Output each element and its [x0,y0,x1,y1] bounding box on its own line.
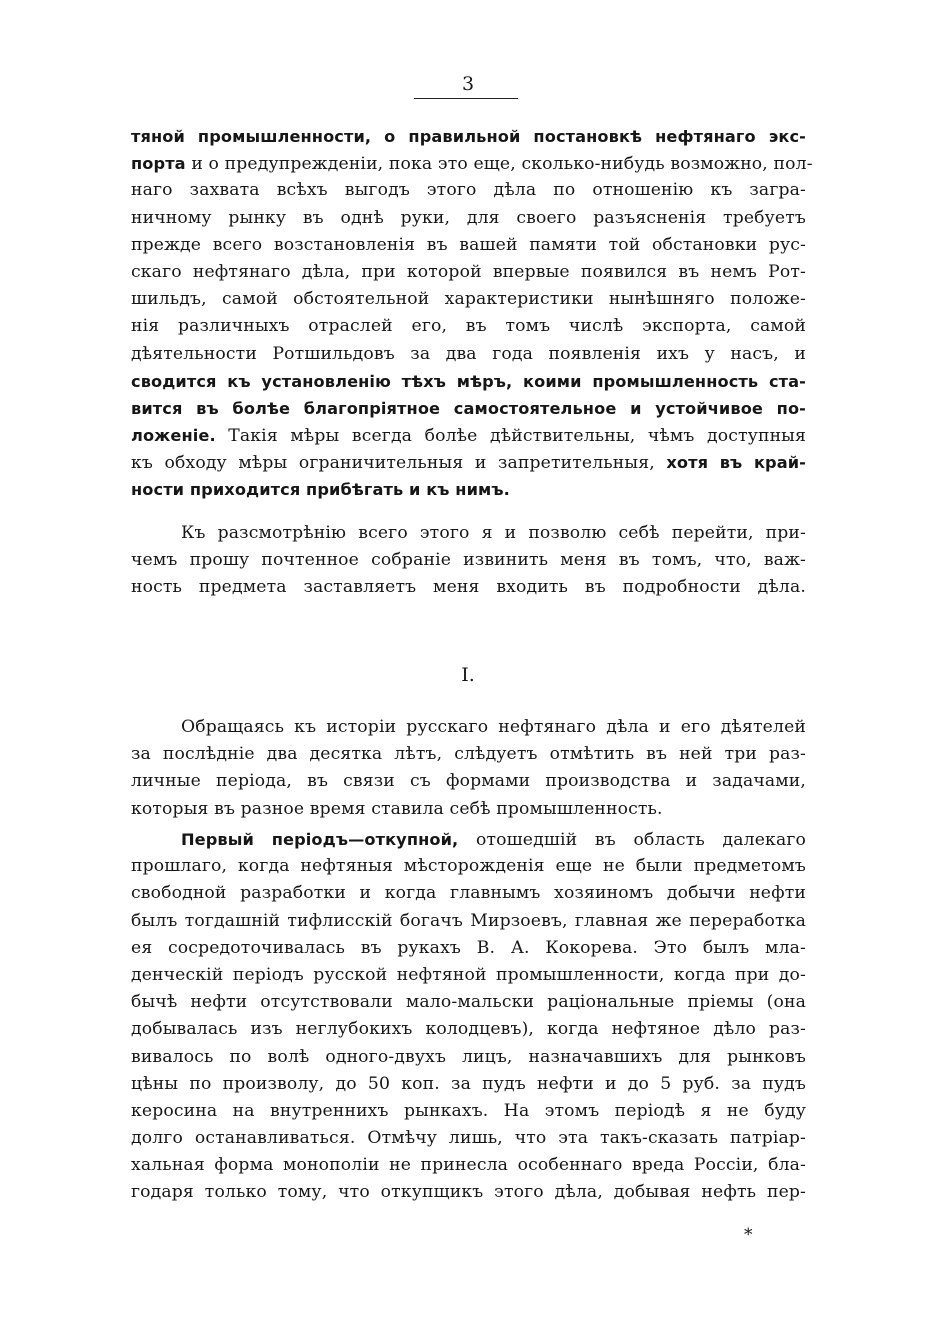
text-line: чемъ прошу почтенное собраніе извинить меня въ томъ, что, важ- [131,550,806,571]
text-line [131,368,806,395]
page-number: 3 [461,73,475,95]
bold-text: сводится къ установленію тѣхъ мѣръ, коими промышленность ста- [131,371,806,391]
text-line: скаго нефтянаго дѣла, при которой впервые появился въ немъ Рот- [131,261,806,282]
section-heading: I. [461,664,475,686]
text: къ обходу мѣры ограничительныя и запретительныя, [131,453,655,474]
text-line: денческій періодъ русской нефтяной промышленности, когда при до- [131,964,806,985]
text-line: наго захвата всѣхъ выгодъ этого дѣла по отношенію къ загра- [131,180,806,201]
text-line: долго останавливаться. Отмѣчу лишь, что эта такъ-сказать патріар- [131,1128,806,1149]
bold-text: вится въ болѣе благопріятное самостоятельное и устойчивое по- [131,398,806,418]
text-line: былъ тогдашній тифлисскій богачъ Мирзоевъ, главная же переработка [131,910,806,931]
text-line: годаря только тому, что откупщикъ этого дѣла, добывая нефть пер- [131,1182,806,1203]
text-line [131,395,806,422]
text: Такія мѣры всегда болѣе дѣйствительны, чѣмъ доступныя [228,426,806,447]
text-line: за послѣдніе два десятка лѣтъ, слѣдуетъ отмѣтить въ ней три раз- [131,744,806,765]
text-line: цѣны по произволу, до 50 коп. за пудъ нефти и до 5 руб. за пудъ [131,1073,806,1094]
text-line: Къ разсмотрѣнію всего этого я и позволю себѣ перейти, при- [181,523,806,543]
text-line: ничному рынку въ однѣ руки, для своего разъясненія требуетъ [131,207,806,228]
text-line: прежде всего возстановленія въ вашей памяти той обстановки рус- [131,234,806,255]
text-line: керосина на внутреннихъ рынкахъ. На этомъ періодѣ я не буду [131,1100,806,1121]
text-line: прошлаго, когда нефтяныя мѣсторожденія еще не были предметомъ [131,856,806,877]
text-line: добывалась изъ неглубокихъ колодцевъ), когда нефтяное дѣло раз- [131,1019,806,1040]
text-line [131,449,806,476]
text-line: бычѣ нефти отсутствовали мало-мальски раціональные пріемы (она [131,992,806,1013]
text-line [131,826,806,853]
text-line [131,422,806,449]
text-line: Обращаясь къ исторіи русскаго нефтянаго дѣла и его дѣятелей [181,717,806,737]
text-line: нія различныхъ отраслей его, въ томъ числѣ экспорта, самой [131,316,806,337]
text-line: шильдъ, самой обстоятельной характеристики нынѣшняго положе- [131,289,806,310]
text-line: ея сосредоточивалась въ рукахъ В. А. Кокорева. Это былъ мла- [131,937,806,958]
footer-asterisk: * [744,1225,753,1245]
text-line: личные періода, въ связи съ формами производства и задачами, [131,771,806,792]
text: и о предупрежденіи, пока это еще, сколько-нибудь возможно, пол- [191,154,813,175]
text-line [131,123,806,150]
text-line: которыя въ разное время ставила себѣ промышленность. [131,798,663,819]
text-line [131,150,813,177]
bold-text: ности приходится прибѣгать и къ нимъ. [131,480,510,500]
text: отошедшій въ область далекаго [475,830,806,850]
text-line [131,476,806,503]
paragraph-3 [131,714,806,823]
text-line: свободной разработки и когда главнымъ хозяиномъ добычи нефти [131,883,806,904]
text-line: хальная форма монополіи не принесла особеннаго вреда Россіи, бла- [131,1155,806,1176]
page-number-rule [414,98,518,99]
text-line: вивалось по волѣ одного-двухъ лицъ, назначавшихъ для рынковъ [131,1046,806,1067]
bold-text: ложеніе. [131,426,216,446]
paragraph-4 [131,826,806,1207]
intro-paragraph [131,123,813,504]
bold-text: хотя въ край- [666,453,806,473]
text-line: ность предмета заставляетъ меня входить въ подробности дѣла. [131,577,806,598]
bold-text: порта [131,154,186,174]
text-line: дѣятельности Ротшильдовъ за два года появленія ихъ у насъ, и [131,343,806,364]
bold-text: тяной промышленности, о правильной постановкѣ нефтянаго экс- [131,127,806,146]
bold-text: Первый періодъ—откупной, [181,830,459,849]
paragraph-2 [131,520,806,602]
